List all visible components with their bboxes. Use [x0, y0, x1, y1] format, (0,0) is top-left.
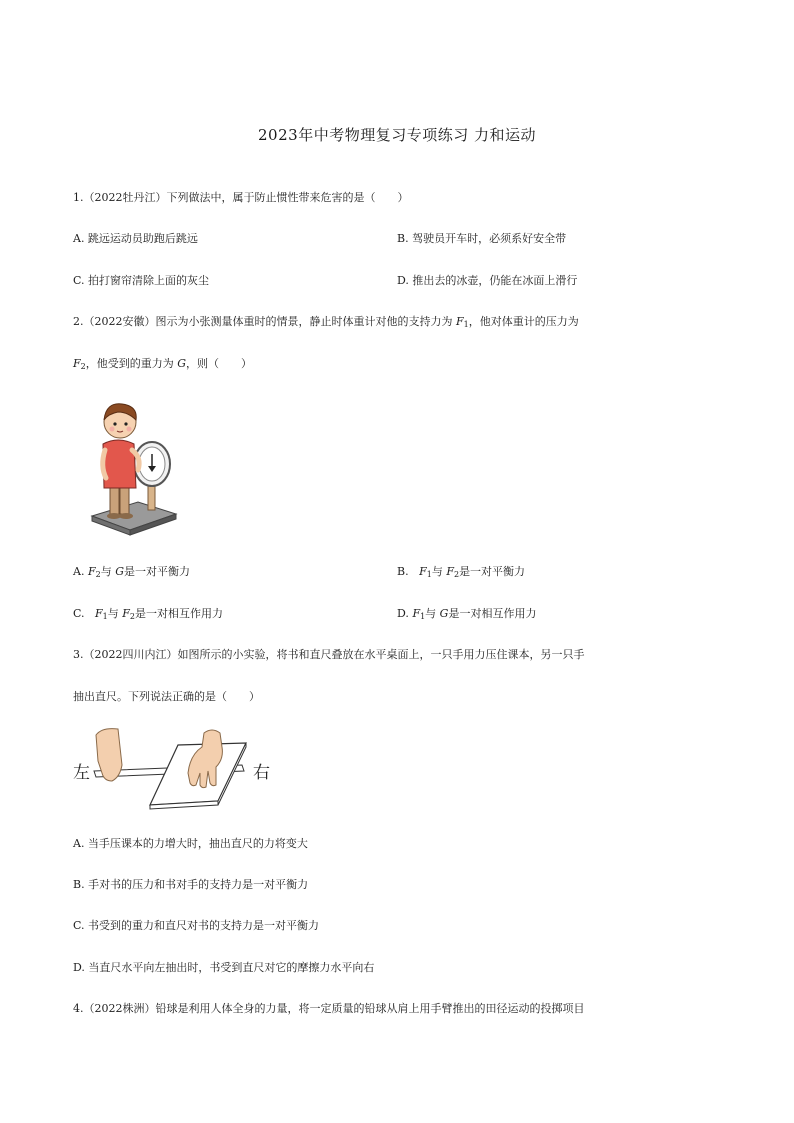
- boy-on-scale-figure: [88, 398, 180, 536]
- question-3-option-b: B. 手对书的压力和书对手的支持力是一对平衡力: [73, 878, 309, 891]
- question-2-option-b: B. $F_1$与 $F_2$是一对平衡力: [397, 565, 526, 579]
- question-1-option-d: D. 推出去的冰壶，仍能在冰面上滑行: [397, 274, 578, 287]
- question-2-option-c: C. $F_1$与 $F_2$是一对相互作用力: [73, 607, 223, 621]
- question-3-stem-line-2: 抽出直尺。下列说法正确的是（ ）: [73, 690, 260, 703]
- question-4-stem-line-1: 4.（2022株洲）铅球是利用人体全身的力量，将一定质量的铅球从肩上用手臂推出的田径运动的投掷项目: [73, 1002, 585, 1015]
- question-3-option-c: C. 书受到的重力和直尺对书的支持力是一对平衡力: [73, 919, 320, 932]
- question-2-option-a: A. $F_2$与 G是一对平衡力: [73, 565, 190, 579]
- book-ruler-figure: [92, 725, 252, 811]
- figure-label-left: 左: [73, 763, 90, 783]
- figure-label-right: 右: [253, 763, 270, 783]
- question-1-option-b: B. 驾驶员开车时，必须系好安全带: [397, 232, 567, 245]
- question-3-option-d: D. 当直尺水平向左抽出时，书受到直尺对它的摩擦力水平向右: [73, 961, 375, 974]
- question-1-option-c: C. 拍打窗帘清除上面的灰尘: [73, 274, 210, 287]
- question-2-stem-line-2: $F_2$，他受到的重力为 G，则（ ）: [73, 357, 253, 371]
- question-1-option-a: A. 跳远运动员助跑后跳远: [73, 232, 198, 245]
- question-2-option-d: D. $F_1$与 G是一对相互作用力: [397, 607, 537, 621]
- page-title: 2023年中考物理复习专项练习 力和运动: [258, 126, 536, 144]
- question-2-stem-line-1: 2.（2022安徽）图示为小张测量体重时的情景，静止时体重计对他的支持力为 $F_1$，他对体重计的压力为: [73, 315, 579, 329]
- question-3-option-a: A. 当手压课本的力增大时，抽出直尺的力将变大: [73, 837, 308, 850]
- question-3-stem-line-1: 3.（2022四川内江）如图所示的小实验，将书和直尺叠放在水平桌面上，一只手用力压住课本，另一只手: [73, 648, 585, 661]
- question-1-stem: 1.（2022牡丹江）下列做法中，属于防止惯性带来危害的是（ ）: [73, 191, 409, 204]
